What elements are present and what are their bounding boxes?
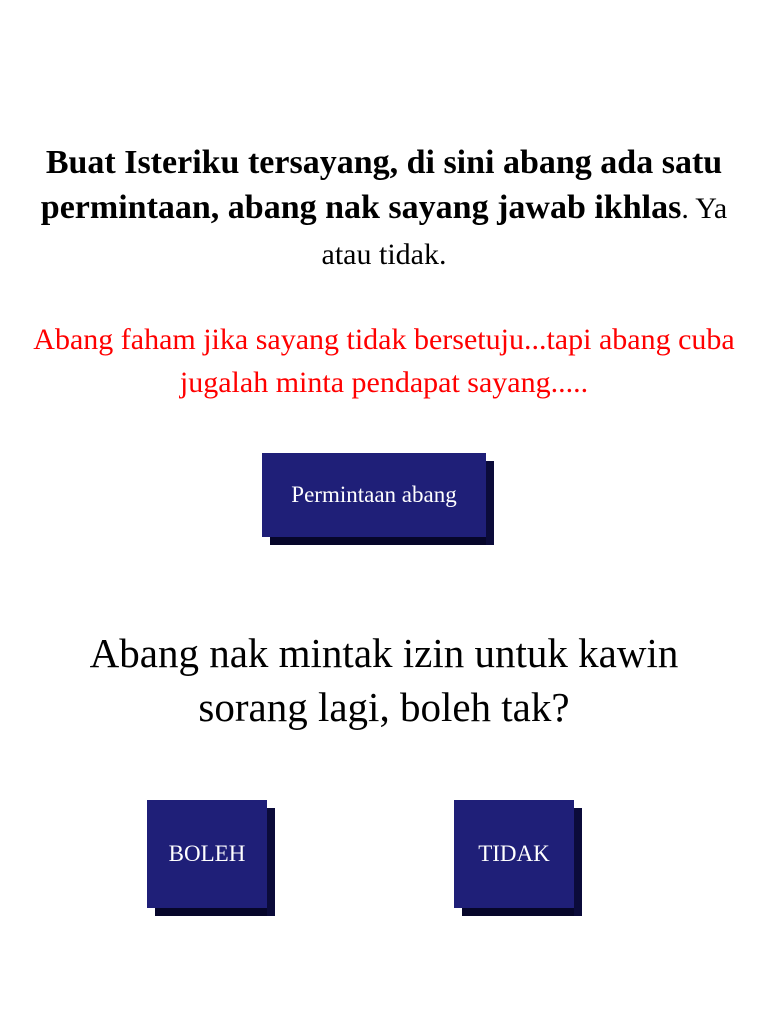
no-button[interactable]	[454, 800, 574, 908]
request-button-label: Permintaan abang	[291, 482, 457, 507]
question-text: Abang nak mintak izin untuk kawin sorang lagi, boleh tak?	[89, 630, 679, 730]
note-message: Abang faham jika sayang tidak bersetuju...tapi abang cuba jugalah minta pendapat sayang.....	[33, 323, 735, 399]
intro-message	[40, 140, 728, 277]
intro-plain-text: . Ya atau tidak.	[321, 192, 728, 271]
request-button[interactable]	[262, 453, 486, 537]
yes-button-label: BOLEH	[168, 841, 246, 866]
yes-button[interactable]	[147, 800, 267, 908]
no-button-label: TIDAK	[478, 841, 550, 866]
intro-bold-text: Buat Isteriku tersayang, di sini abang ada satu permintaan, abang nak sayang jawab ikhlas	[40, 144, 723, 226]
